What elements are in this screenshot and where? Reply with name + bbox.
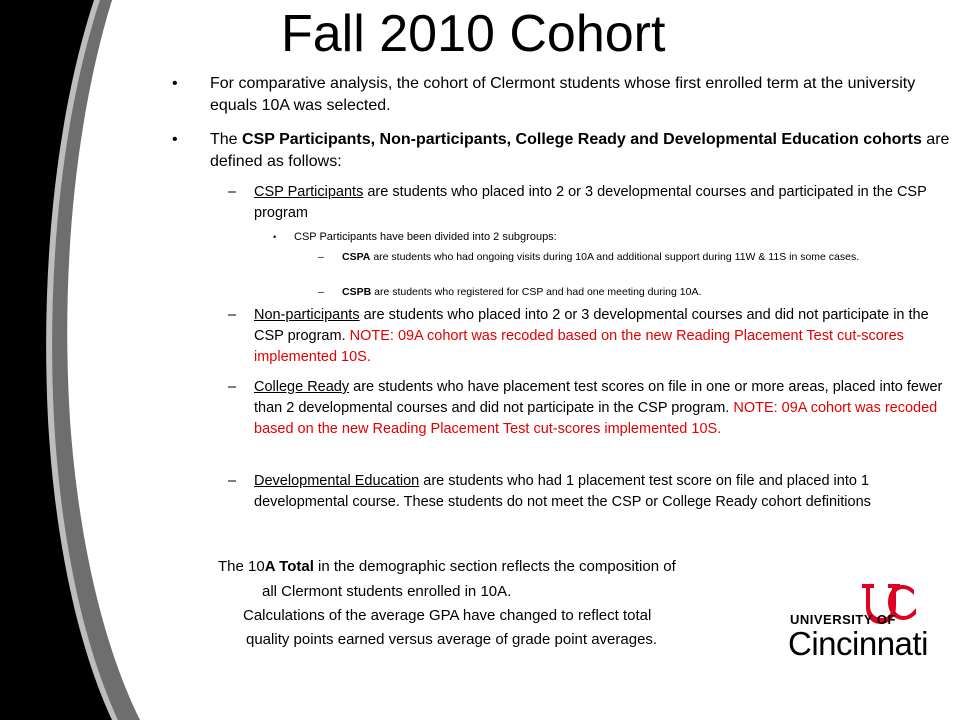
total-note-line2: all Clermont students enrolled in 10A. [262,583,512,600]
term-non-participants: Non-participants [254,307,360,323]
recode-note: NOTE: 09A cohort was recoded based on the new Reading Placement Test cut-scores implemented 10S. [254,328,904,365]
logo-university-of: UNIVERSITY OF [790,612,896,627]
bullet-comparative-analysis: For comparative analysis, the cohort of Clermont students whose first enrolled term at the university equals 10A was selected. [210,75,916,114]
definition-non-participants: Non-participants are students who placed into 2 or 3 developmental courses and did not participate in the CSP program. NOTE: 09A cohort was recoded based on the new Reading Placement Test cut-scores implemented 10S. [254,307,929,365]
logo-cincinnati: Cincinnati [788,625,928,662]
term-developmental-education: Developmental Education [254,473,420,489]
dash-marker: – [318,286,324,298]
term-csp-participants: CSP Participants [254,184,364,200]
bullet-dot: • [172,131,178,148]
csp-subgroups-note: CSP Participants have been divided into 2 subgroups: [294,231,557,243]
slide-title: Fall 2010 Cohort [281,5,666,63]
bullet-dot-small: • [273,232,277,242]
dash-marker: – [228,379,237,395]
recode-note: NOTE: 09A cohort was recoded based on the new Reading Placement Test cut-scores implemented 10S. [254,400,938,437]
bullet-dot: • [172,75,178,92]
gpa-note-line2: quality points earned versus average of grade point averages. [246,631,658,648]
gpa-note-line1: Calculations of the average GPA have changed to reflect total [243,607,652,624]
definition-csp-participants: CSP Participants are students who placed into 2 or 3 developmental courses and participated in the CSP program [254,184,927,221]
definition-college-ready: College Ready are students who have placement test scores on file in one or more areas, placed into fewer than 2 developmental courses and did not participate in the CSP program. NOTE: 09A cohort was recoded based on the new Reading Placement Test cut-scores implemented 10S. [254,379,943,437]
definition-cspa: CSPA are students who had ongoing visits during 10A and additional support during 11W & 11S in some cases. [342,251,860,263]
dash-marker: – [228,307,237,323]
total-note-line1: The 10A Total in the demographic section reflects the composition of [218,558,676,575]
dash-marker: – [228,184,237,200]
cohort-names: CSP Participants, Non-participants, College Ready and Developmental Education cohorts [242,131,922,148]
dash-marker: – [228,473,237,489]
definition-cspb: CSPB are students who registered for CSP and had one meeting during 10A. [342,286,702,298]
term-college-ready: College Ready [254,379,350,395]
definition-developmental-education: Developmental Education are students who had 1 placement test score on file and placed into 1 developmental course. These students do not meet the CSP or College Ready cohort definitions [254,473,871,510]
dash-marker: – [318,251,324,263]
bullet-cohort-definitions: The CSP Participants, Non-participants, College Ready and Developmental Education cohorts are defined as follows: [210,131,950,170]
